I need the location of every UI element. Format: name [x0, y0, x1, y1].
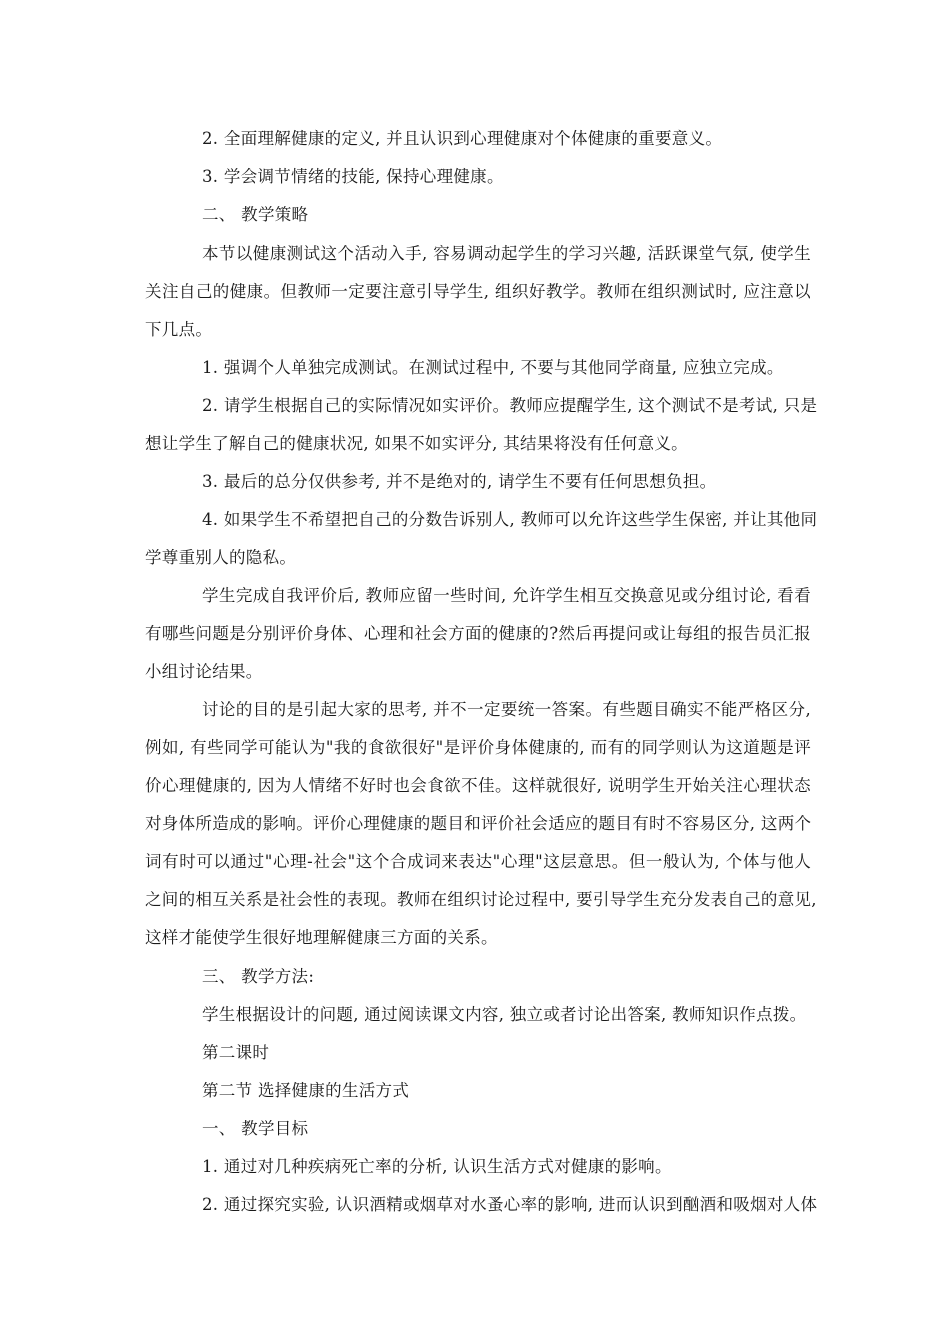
section-heading-strategy: 二、 教学策略 [202, 205, 309, 224]
objective-2: 2. 全面理解健康的定义, 并且认识到心理健康对个体健康的重要意义。 [202, 129, 723, 148]
strategy-paragraph-line-2: 关注自己的健康。但教师一定要注意引导学生, 组织好教学。教师在组织测试时, 应注意以 [145, 282, 811, 301]
strategy-point-3: 3. 最后的总分仅供参考, 并不是绝对的, 请学生不要有任何思想负担。 [202, 472, 717, 491]
section-two-title: 第二节 选择健康的生活方式 [202, 1081, 410, 1100]
evaluation-paragraph-line-2: 有哪些问题是分别评价身体、心理和社会方面的健康的?然后再提问或让每组的报告员汇报 [145, 624, 811, 643]
strategy-paragraph-line-3: 下几点。 [145, 320, 213, 339]
strategy-point-4-line-1: 4. 如果学生不希望把自己的分数告诉别人, 教师可以允许这些学生保密, 并让其他同 [202, 510, 818, 529]
strategy-point-4-line-2: 学尊重别人的隐私。 [145, 548, 297, 567]
discussion-paragraph-line-6: 之间的相互关系是社会性的表现。教师在组织讨论过程中, 要引导学生充分发表自己的意见, [145, 890, 817, 909]
strategy-point-1: 1. 强调个人单独完成测试。在测试过程中, 不要与其他同学商量, 应独立完成。 [202, 358, 784, 377]
objective-item-1: 1. 通过对几种疾病死亡率的分析, 认识生活方式对健康的影响。 [202, 1157, 672, 1176]
evaluation-paragraph-line-3: 小组讨论结果。 [145, 662, 263, 681]
discussion-paragraph-line-2: 例如, 有些同学可能认为"我的食欲很好"是评价身体健康的, 而有的同学则认为这道题是评 [145, 738, 811, 757]
section-heading-objectives: 一、 教学目标 [202, 1119, 309, 1138]
discussion-paragraph-line-4: 对身体所造成的影响。评价心理健康的题目和评价社会适应的题目有时不容易区分, 这两个 [145, 814, 812, 833]
methods-text: 学生根据设计的问题, 通过阅读课文内容, 独立或者讨论出答案, 教师知识作点拨。 [202, 1005, 807, 1024]
objective-item-2: 2. 通过探究实验, 认识酒精或烟草对水蚤心率的影响, 进而认识到酗酒和吸烟对人体 [202, 1195, 818, 1214]
strategy-point-2-line-2: 想让学生了解自己的健康状况, 如果不如实评分, 其结果将没有任何意义。 [145, 434, 688, 453]
evaluation-paragraph-line-1: 学生完成自我评价后, 教师应留一些时间, 允许学生相互交换意见或分组讨论, 看看 [202, 586, 811, 605]
objective-3: 3. 学会调节情绪的技能, 保持心理健康。 [202, 167, 504, 186]
discussion-paragraph-line-3: 价心理健康的, 因为人情绪不好时也会食欲不佳。这样就很好, 说明学生开始关注心理状态 [145, 776, 811, 795]
section-heading-methods: 三、 教学方法: [202, 967, 315, 986]
discussion-paragraph-line-5: 词有时可以通过"心理-社会"这个合成词来表达"心理"这层意思。但一般认为, 个体与他人 [145, 852, 811, 871]
strategy-paragraph-line-1: 本节以健康测试这个活动入手, 容易调动起学生的学习兴趣, 活跃课堂气氛, 使学生 [202, 244, 811, 263]
strategy-point-2-line-1: 2. 请学生根据自己的实际情况如实评价。教师应提醒学生, 这个测试不是考试, 只是 [202, 396, 818, 415]
lesson-two-heading: 第二课时 [202, 1043, 270, 1062]
discussion-paragraph-line-1: 讨论的目的是引起大家的思考, 并不一定要统一答案。有些题目确实不能严格区分, [202, 700, 811, 719]
discussion-paragraph-line-7: 这样才能使学生很好地理解健康三方面的关系。 [145, 928, 498, 947]
